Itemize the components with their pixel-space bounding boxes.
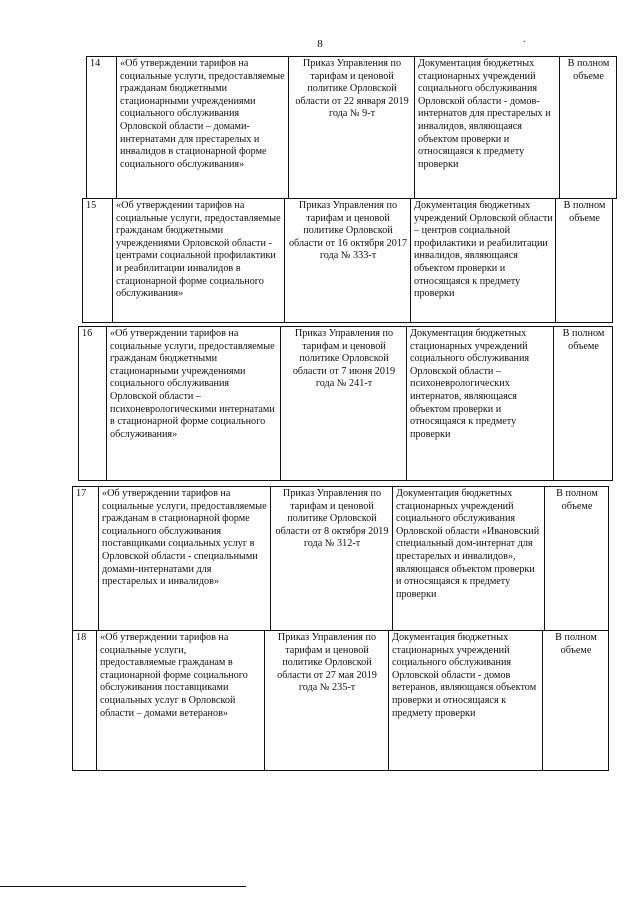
order-details: Приказ Управления по тарифам и ценовой политике Орловской области от 16 октября 2017 года № 333-т	[285, 199, 411, 323]
documentation: Документация бюджетных учреждений Орловской области – центров социальной профилактики и реабилитации инвалидов, являющаяся объектом проверки и относящаяся к предмету проверки	[411, 199, 556, 323]
act-name: «Об утверждении тарифов на социальные услуги, предоставляемые гражданам бюджетными стационарными учреждениями социального обслуживания Орловской области – домами-интернатами для престарелых и инвалидов в стационарной форме социального обслуживания»	[117, 57, 289, 199]
act-name: «Об утверждении тарифов на социальные услуги, предоставляемые гражданам в стационарной форме социального обслуживания поставщиками социальных услуг в Орловской области – домами ветеранов»	[97, 631, 265, 771]
order-details: Приказ Управления по тарифам и ценовой политике Орловской области от 27 мая 2019 года № 235-т	[265, 631, 389, 771]
order-details: Приказ Управления по тарифам и ценовой политике Орловской области от 22 января 2019 года № 9-т	[289, 57, 415, 199]
footnote-separator	[0, 886, 246, 887]
table-row	[86, 56, 617, 199]
row-number: 15	[83, 199, 113, 323]
row-number: 14	[87, 57, 117, 199]
table-row	[72, 486, 609, 631]
scope: В полном объеме	[560, 57, 617, 199]
scope: В полном объеме	[556, 199, 613, 323]
documentation: Документация бюджетных стационарных учреждений социального обслуживания Орловской области «Ивановский специальный дом-интернат для престарелых и инвалидов», являющаяся объектом проверки и относящаяся к предмету проверки	[393, 487, 545, 631]
scope: В полном объеме	[554, 327, 613, 481]
act-name: «Об утверждении тарифов на социальные услуги, предоставляемые гражданам бюджетными учреждениями Орловской области - центрами социальной профилактики и реабилитации инвалидов в стационарной форме социального обслуживания»	[113, 199, 285, 323]
row-number: 17	[73, 487, 99, 631]
order-details: Приказ Управления по тарифам и ценовой политике Орловской области от 8 октября 2019 года № 312-т	[271, 487, 393, 631]
documentation: Документация бюджетных стационарных учреждений социального обслуживания Орловской области - домов-интернатов для престарелых и инвалидов, являющаяся объектом проверки и относящаяся к предмету проверки	[415, 57, 560, 199]
documentation: Документация бюджетных стационарных учреждений социального обслуживания Орловской области – психоневрологических интернатов, являющаяся объектом проверки и относящаяся к предмету проверки	[407, 327, 554, 481]
row-number: 18	[73, 631, 97, 771]
scan-dot: .	[523, 34, 526, 45]
table-row	[78, 326, 613, 481]
row-number: 16	[79, 327, 107, 481]
table-row	[82, 198, 613, 323]
scope: В полном объеме	[545, 487, 609, 631]
table-row	[72, 630, 609, 771]
documentation: Документация бюджетных стационарных учреждений социального обслуживания Орловской области - домов ветеранов, являющаяся объектом проверки и относящаяся к предмету проверки	[389, 631, 543, 771]
page-number: 8	[317, 38, 323, 50]
act-name: «Об утверждении тарифов на социальные услуги, предоставляемые гражданам бюджетными стационарными учреждениями социального обслуживания Орловской области – психоневрологическими интернатами в стационарной форме социального обслуживания»	[107, 327, 281, 481]
order-details: Приказ Управления по тарифам и ценовой политике Орловской области от 7 июня 2019 года № 241-т	[281, 327, 407, 481]
scope: В полном объеме	[543, 631, 609, 771]
act-name: «Об утверждении тарифов на социальные услуги, предоставляемые гражданам в стационарной форме социального обслуживания поставщиками социальных услуг в Орловской области - специальными домами-интернатами для престарелых и инвалидов»	[99, 487, 271, 631]
